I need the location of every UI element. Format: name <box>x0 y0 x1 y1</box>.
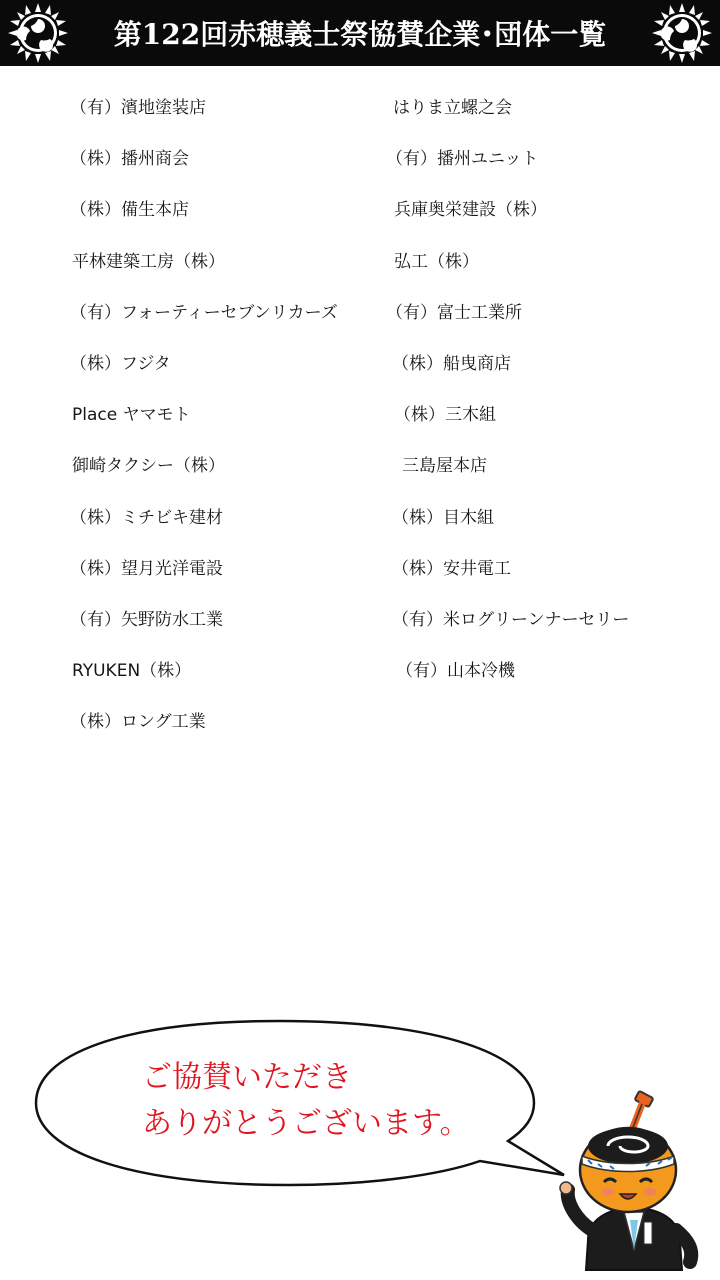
mitsudomoe-crest-icon <box>8 3 68 63</box>
sponsor-item: （株）望月光洋電設 <box>70 559 223 579</box>
sponsor-item: Place ヤマモト <box>72 405 191 425</box>
sponsor-item: （有）山本冷機 <box>396 661 515 681</box>
sponsor-item: （株）フジタ <box>70 354 171 374</box>
sponsor-item: （有）播州ユニット <box>386 149 539 169</box>
sponsor-item: （株）三木組 <box>394 405 496 425</box>
sponsor-item: （株）目木組 <box>392 508 494 528</box>
sponsor-item: （有）富士工業所 <box>386 303 522 323</box>
sponsor-item: （有）フォーティーセブンリカーズ <box>70 303 338 323</box>
sponsor-item: 兵庫奥栄建設（株） <box>394 200 547 220</box>
sponsor-item: 平林建築工房（株） <box>72 252 225 272</box>
sponsor-item: （有）濱地塗装店 <box>70 98 206 118</box>
thank-you-line-2: ありがとうございます。 <box>142 1106 470 1141</box>
ako-mascot-character-icon <box>548 1090 718 1275</box>
sponsor-item: （有）米ログリーンナーセリー <box>392 610 630 630</box>
thank-you-line-1: ご協賛いただき <box>142 1060 352 1095</box>
sponsor-item: 弘工（株） <box>394 252 479 272</box>
sponsor-item: （株）船曳商店 <box>392 354 511 374</box>
sponsor-item: （株）播州商会 <box>70 149 189 169</box>
sponsor-item: （株）ミチビキ建材 <box>70 508 223 528</box>
sponsor-item: RYUKEN（株） <box>72 661 192 681</box>
sponsor-item: 御崎タクシー（株） <box>72 456 225 476</box>
sponsor-item: （株）ロング工業 <box>70 712 206 732</box>
sponsor-item: （株）安井電工 <box>392 559 511 579</box>
page-header <box>0 0 720 66</box>
mitsudomoe-crest-icon <box>652 3 712 63</box>
sponsor-item: 三島屋本店 <box>402 456 487 476</box>
sponsor-item: はりま立螺之会 <box>393 98 512 118</box>
sponsor-item: （有）矢野防水工業 <box>70 610 223 630</box>
page-title: 第122回赤穂義士祭協賛企業･団体一覧 <box>113 18 607 51</box>
sponsor-item: （株）備生本店 <box>70 200 189 220</box>
